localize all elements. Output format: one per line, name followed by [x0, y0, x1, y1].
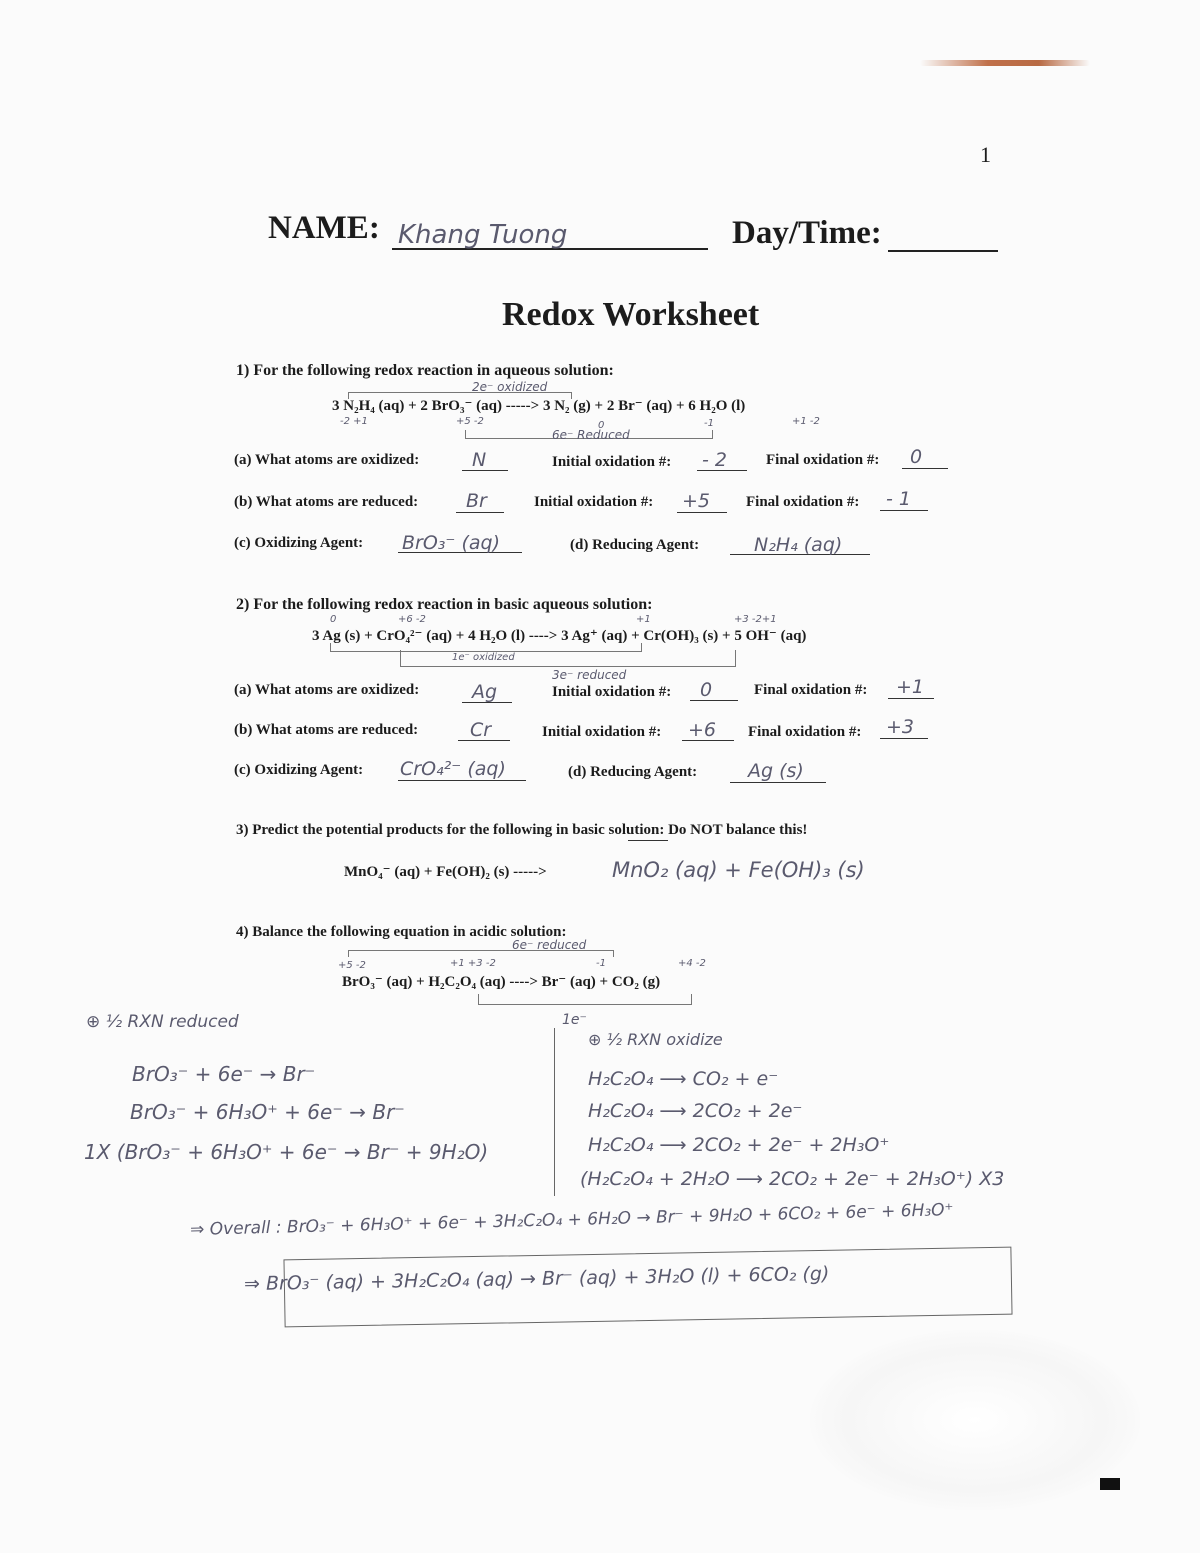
q1-ox-br: -1	[704, 418, 714, 429]
q1-ox-bro3: +5 -2	[456, 416, 484, 427]
q4-bracket-bottom	[478, 994, 692, 1005]
q2d-underline	[730, 782, 826, 783]
q4-left-work-1: BrO₃⁻ + 6e⁻ → Br⁻	[132, 1062, 316, 1086]
q2b-init-value: +6	[688, 719, 717, 741]
q4-ox-co2: +4 -2	[678, 958, 706, 969]
q4-annotation-top: 6e⁻ reduced	[512, 938, 587, 952]
q3-reactants: MnO₄⁻ (aq) + Fe(OH)₂ (s) ----->	[344, 864, 547, 880]
q2-annotation-ox: 1e⁻ oxidized	[452, 652, 515, 663]
q2a-final-underline	[888, 698, 934, 699]
q2b-init-label: Initial oxidation #:	[542, 724, 662, 740]
q1a-init-value: - 2	[702, 449, 727, 471]
q4-right-work-2: H₂C₂O₄ ⟶ 2CO₂ + 2e⁻	[588, 1100, 803, 1122]
q1b-init-value: +5	[682, 490, 711, 512]
page-title: Redox Worksheet	[502, 296, 760, 333]
q2a-init-underline	[690, 700, 738, 701]
q1-annotation-top: 2e⁻ oxidized	[472, 380, 548, 394]
q2c-value: CrO₄²⁻ (aq)	[400, 758, 506, 780]
q4-prompt: 4) Balance the following equation in acidic solution:	[236, 924, 567, 940]
q4-overall: ⇒ Overall : BrO₃⁻ + 6H₃O⁺ + 6e⁻ + 3H₂C₂O₄ + 6H₂O → Br⁻ + 9H₂O + 6CO₂ + 6e⁻ + 6H₃O⁺	[189, 1200, 954, 1240]
q2a-label: (a) What atoms are oxidized:	[234, 682, 420, 698]
q2a-value: Ag	[472, 681, 498, 703]
scan-edge-shadow	[920, 60, 1090, 66]
q3-prompt: 3) Predict the potential products for the following in basic solution: Do NOT balance this!	[236, 822, 808, 838]
name-value: Khang Tuong	[398, 220, 568, 250]
q1-ox-h2o: +1 -2	[792, 416, 820, 427]
name-label: NAME:	[268, 210, 380, 246]
q4-ox-br: -1	[596, 958, 606, 969]
q4-bracket-top	[348, 950, 614, 957]
q4-right-work-0: ⊕ ½ RXN oxidize	[588, 1030, 723, 1049]
q1a-final-label: Final oxidation #:	[766, 452, 880, 468]
q1-annotation-bottom: 6e⁻ Reduced	[552, 428, 630, 442]
q1d-label: (d) Reducing Agent:	[570, 537, 700, 553]
q2b-final-underline	[880, 738, 928, 739]
q3-products: MnO₂ (aq) + Fe(OH)₃ (s)	[612, 858, 865, 882]
q2-prompt: 2) For the following redox reaction in basic aqueous solution:	[236, 596, 653, 613]
q2b-value: Cr	[470, 719, 492, 741]
q2c-label: (c) Oxidizing Agent:	[234, 762, 364, 778]
q2d-label: (d) Reducing Agent:	[568, 764, 698, 780]
q2-ox-ag: 0	[330, 614, 337, 625]
q2-equation: 3 Ag (s) + CrO₄²⁻ (aq) + 4 H₂O (l) ----> 3 Ag⁺ (aq) + Cr(OH)₃ (s) + 5 OH⁻ (aq)	[312, 628, 807, 644]
daytime-label: Day/Time:	[732, 215, 882, 251]
daytime-underline	[888, 250, 998, 252]
q1b-final-underline	[880, 510, 928, 511]
q4-left-work-3: 1X (BrO₃⁻ + 6H₃O⁺ + 6e⁻ → Br⁻ + 9H₂O)	[84, 1140, 489, 1164]
q4-ox-h2c2o4: +1 +3 -2	[450, 958, 496, 969]
q4-left-work-2: BrO₃⁻ + 6H₃O⁺ + 6e⁻ → Br⁻	[130, 1100, 405, 1124]
q2-ox-agp: +1	[636, 614, 651, 625]
q1b-underline	[456, 512, 504, 513]
q2-annotation-red: 3e⁻ reduced	[552, 668, 627, 682]
q1b-init-label: Initial oxidation #:	[534, 494, 654, 510]
q2a-final-value: +1	[896, 676, 925, 698]
q1d-value: N₂H₄ (aq)	[754, 534, 843, 556]
q1a-value: N	[472, 449, 487, 471]
q1-prompt: 1) For the following redox reaction in aqueous solution:	[236, 362, 614, 379]
q4-annotation-bottom: 1e⁻	[562, 1012, 587, 1028]
q2c-underline	[398, 780, 526, 781]
q1a-final-value: 0	[910, 446, 923, 468]
q1b-final-label: Final oxidation #:	[746, 494, 860, 510]
q1b-value: Br	[466, 490, 487, 512]
page-number: 1	[980, 142, 991, 167]
scan-smudge	[810, 1330, 1140, 1510]
q2-ox-croh: +3 -2+1	[734, 614, 777, 625]
q4-divider	[554, 1028, 555, 1196]
q1c-value: BrO₃⁻ (aq)	[402, 532, 501, 554]
q1a-init-label: Initial oxidation #:	[552, 454, 672, 470]
q1-ox-n2h4: -2 +1	[340, 416, 368, 427]
q1a-label: (a) What atoms are oxidized:	[234, 452, 420, 468]
q4-final-answer: ⇒ BrO₃⁻ (aq) + 3H₂C₂O₄ (aq) → Br⁻ (aq) + 3H₂O (l) + 6CO₂ (g)	[243, 1262, 830, 1296]
q1b-label: (b) What atoms are reduced:	[234, 494, 419, 510]
q2-bracket-red	[400, 650, 736, 667]
q2a-final-label: Final oxidation #:	[754, 682, 868, 698]
q4-right-work-1: H₂C₂O₄ ⟶ CO₂ + e⁻	[588, 1068, 779, 1090]
q2d-value: Ag (s)	[748, 760, 804, 782]
q1b-final-value: - 1	[886, 488, 911, 510]
q1b-init-underline	[677, 512, 727, 513]
q2b-final-value: +3	[886, 716, 915, 738]
q4-right-work-3: H₂C₂O₄ ⟶ 2CO₂ + 2e⁻ + 2H₃O⁺	[588, 1134, 890, 1156]
q4-right-work-4: (H₂C₂O₄ + 2H₂O ⟶ 2CO₂ + 2e⁻ + 2H₃O⁺) X3	[580, 1168, 1005, 1190]
q1-ox-n2: 0	[598, 420, 605, 431]
q4-equation: BrO₃⁻ (aq) + H₂C₂O₄ (aq) ----> Br⁻ (aq) + CO₂ (g)	[342, 974, 661, 990]
scan-corner-mark	[1100, 1478, 1120, 1490]
q2b-final-label: Final oxidation #:	[748, 724, 862, 740]
q1c-label: (c) Oxidizing Agent:	[234, 535, 364, 551]
q2a-init-value: 0	[700, 679, 713, 701]
q2-ox-cro4: +6 -2	[398, 614, 426, 625]
q2a-init-label: Initial oxidation #:	[552, 684, 672, 700]
q1-equation: 3 N₂H₄ (aq) + 2 BrO₃⁻ (aq) -----> 3 N₂ (g) + 2 Br⁻ (aq) + 6 H₂O (l)	[332, 398, 746, 414]
q1a-final-underline	[902, 468, 948, 469]
q3-basic-underline	[628, 840, 668, 841]
q2b-label: (b) What atoms are reduced:	[234, 722, 419, 738]
q4-left-work-0: ⊕ ½ RXN reduced	[86, 1012, 239, 1032]
q4-ox-bro3: +5 -2	[338, 960, 366, 971]
